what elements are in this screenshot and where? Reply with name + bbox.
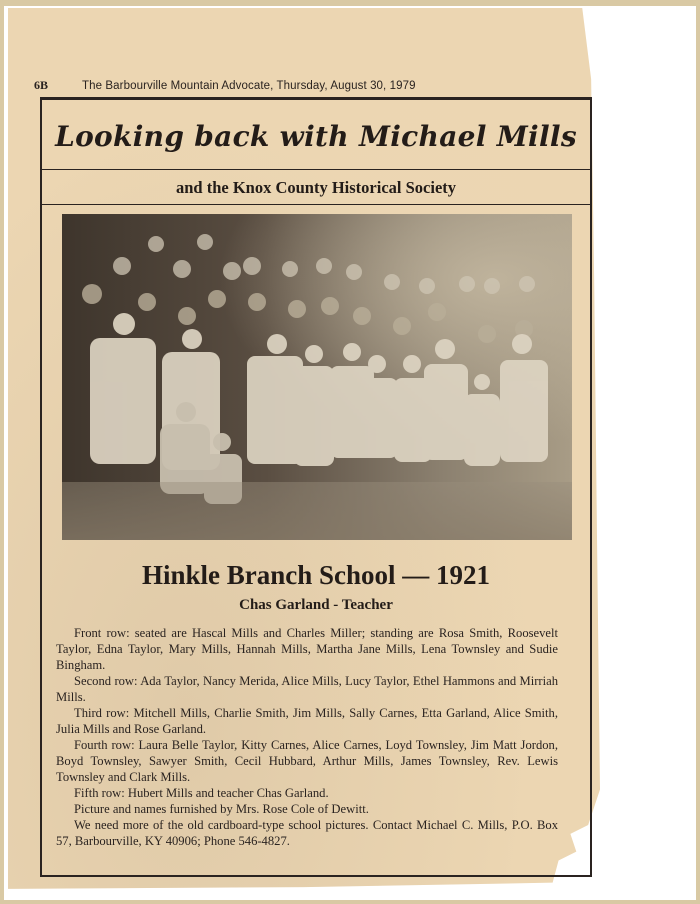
column-subtitle: and the Knox County Historical Society [175,178,457,197]
article-box [40,97,592,877]
publication-line: The Barbourville Mountain Advocate, Thursday, August 30, 1979 [82,80,416,92]
contact-paragraph: We need more of the old cardboard-type school pictures. Contact Michael C. Mills, P.O. Box 57, Barbourville, KY 40906; Phone 546-4827. [56,818,558,848]
fifth-row-caption: Fifth row: Hubert Mills and teacher Chas Garland. [74,786,329,800]
column-title: Looking back with Michael Mills [55,120,577,153]
class-photo [62,214,572,540]
front-row-caption: Front row: seated are Hascal Mills and Charles Miller; standing are Rosa Smith, Roosevelt Taylor, Edna Taylor, Mary Mills, Hannah Mills, Martha Jane Mills, Lena Townsley and Sudie Bingham. [56,626,558,672]
credit-line: Picture and names furnished by Mrs. Rose Cole of Dewitt. [74,802,369,816]
divider [42,169,590,170]
page-header [34,78,416,93]
divider [42,204,590,205]
article-headline: Hinkle Branch School — 1921 [141,560,491,590]
page-number: 6B [34,78,49,92]
third-row-caption: Third row: Mitchell Mills, Charlie Smith, Jim Mills, Sally Carnes, Etta Garland, Alice Smith, Julia Mills and Rose Garland. [56,706,558,736]
fourth-row-caption: Fourth row: Laura Belle Taylor, Kitty Carnes, Alice Carnes, Loyd Townsley, Jim Matt Jordon, Boyd Townsley, Sawyer Smith, Cecil Hubbard, Arthur Mills, James Townsley, Rev. Lewis Townsley and Clark Mills. [56,738,558,784]
photo-figures [62,214,572,540]
second-row-caption: Second row: Ada Taylor, Nancy Merida, Alice Mills, Lucy Taylor, Ethel Hammons and Mirriah Mills. [56,674,558,704]
article-body [56,625,558,849]
teacher-line: Chas Garland - Teacher [239,597,393,613]
